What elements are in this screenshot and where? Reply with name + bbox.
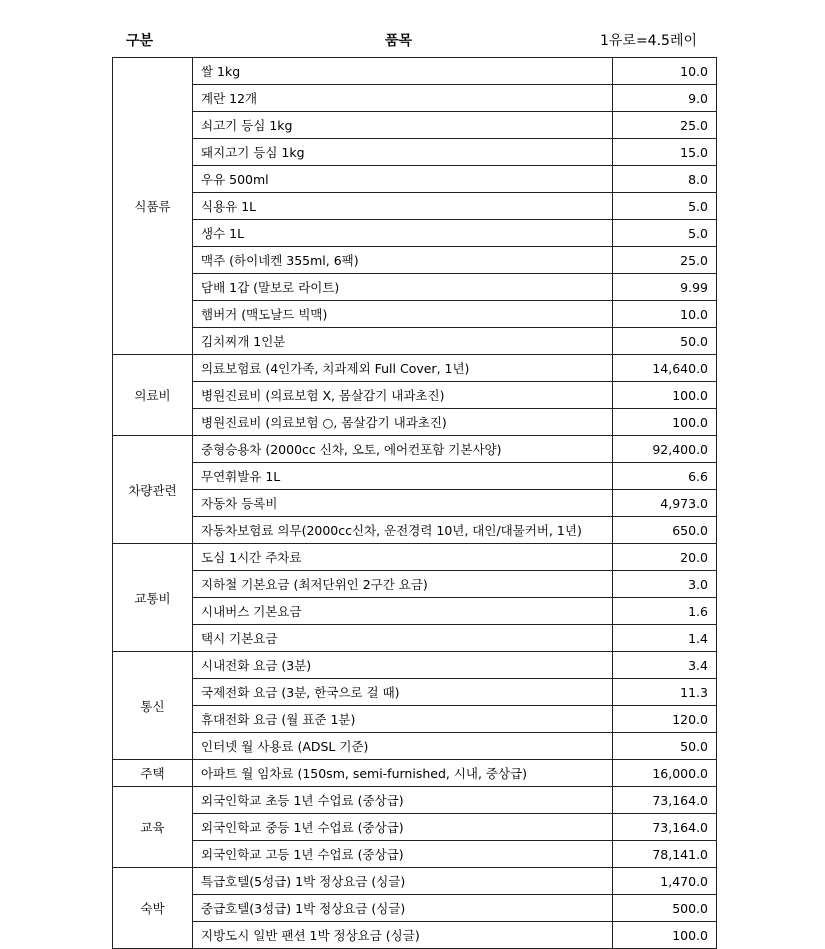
group-cell: 교통비 [113,544,193,652]
table-row [113,409,717,436]
table-row [113,598,717,625]
table-row [113,85,717,112]
item-cell: 병원진료비 (의료보험 ○, 몸살감기 내과초진) [193,409,613,436]
item-cell: 도심 1시간 주차료 [193,544,613,571]
price-cell: 11.3 [613,679,717,706]
item-cell: 시내전화 요금 (3분) [193,652,613,679]
item-cell: 자동차 등록비 [193,490,613,517]
price-cell: 9.99 [613,274,717,301]
table-row [113,58,717,85]
table-row [113,274,717,301]
item-cell: 무연휘발유 1L [193,463,613,490]
price-cell: 500.0 [613,895,717,922]
table-row [113,139,717,166]
table-row [113,787,717,814]
price-cell: 78,141.0 [613,841,717,868]
item-cell: 돼지고기 등심 1kg [193,139,613,166]
item-cell: 맥주 (하이네켄 355ml, 6팩) [193,247,613,274]
item-cell: 외국인학교 중등 1년 수업료 (중상급) [193,814,613,841]
table-header [0,0,825,49]
price-cell: 5.0 [613,193,717,220]
item-cell: 지하철 기본요금 (최저단위인 2구간 요금) [193,571,613,598]
item-cell: 중급호텔(3성급) 1박 정상요금 (싱글) [193,895,613,922]
price-cell: 1.4 [613,625,717,652]
price-cell: 6.6 [613,463,717,490]
price-cell: 9.0 [613,85,717,112]
price-cell: 73,164.0 [613,787,717,814]
item-cell: 국제전화 요금 (3분, 한국으로 걸 때) [193,679,613,706]
item-cell: 쌀 1kg [193,58,613,85]
item-cell: 외국인학교 초등 1년 수업료 (중상급) [193,787,613,814]
price-cell: 25.0 [613,112,717,139]
table-row [113,544,717,571]
price-cell: 14,640.0 [613,355,717,382]
price-cell: 100.0 [613,382,717,409]
price-cell: 3.4 [613,652,717,679]
price-cell: 20.0 [613,544,717,571]
table-row [113,463,717,490]
price-cell: 92,400.0 [613,436,717,463]
price-cell: 16,000.0 [613,760,717,787]
header-exchange-rate: 1유로=4.5레이 [600,33,697,49]
item-cell: 중형승용차 (2000cc 신차, 오토, 에어컨포함 기본사양) [193,436,613,463]
price-cell: 10.0 [613,58,717,85]
table-row [113,652,717,679]
item-cell: 담배 1갑 (말보로 라이트) [193,274,613,301]
item-cell: 계란 12개 [193,85,613,112]
item-cell: 식용유 1L [193,193,613,220]
table-row [113,328,717,355]
header-group-label: 구분 [126,33,154,49]
price-cell: 73,164.0 [613,814,717,841]
item-cell: 인터넷 월 사용료 (ADSL 기준) [193,733,613,760]
price-cell: 50.0 [613,328,717,355]
item-cell: 쇠고기 등심 1kg [193,112,613,139]
table-row [113,193,717,220]
table-row [113,922,717,949]
table-row [113,112,717,139]
price-table [112,57,717,949]
item-cell: 우유 500ml [193,166,613,193]
table-row [113,760,717,787]
table-row [113,841,717,868]
table-row [113,247,717,274]
table-row [113,166,717,193]
table-row [113,220,717,247]
item-cell: 햄버거 (맥도날드 빅맥) [193,301,613,328]
price-cell: 100.0 [613,922,717,949]
table-row [113,868,717,895]
price-cell: 25.0 [613,247,717,274]
table-row [113,679,717,706]
group-cell: 식품류 [113,58,193,355]
item-cell: 김치찌개 1인분 [193,328,613,355]
group-cell: 통신 [113,652,193,760]
table-row [113,490,717,517]
item-cell: 생수 1L [193,220,613,247]
price-cell: 650.0 [613,517,717,544]
item-cell: 택시 기본요금 [193,625,613,652]
table-row [113,301,717,328]
table-row [113,382,717,409]
item-cell: 외국인학교 고등 1년 수업료 (중상급) [193,841,613,868]
table-row [113,706,717,733]
price-cell: 15.0 [613,139,717,166]
item-cell: 지방도시 일반 팬션 1박 정상요금 (싱글) [193,922,613,949]
price-cell: 4,973.0 [613,490,717,517]
table-row [113,517,717,544]
price-cell: 1,470.0 [613,868,717,895]
table-row [113,355,717,382]
item-cell: 시내버스 기본요금 [193,598,613,625]
group-cell: 숙박 [113,868,193,949]
table-row [113,436,717,463]
price-cell: 8.0 [613,166,717,193]
table-row [113,625,717,652]
price-cell: 1.6 [613,598,717,625]
price-cell: 100.0 [613,409,717,436]
item-cell: 휴대전화 요금 (월 표준 1분) [193,706,613,733]
group-cell: 주택 [113,760,193,787]
item-cell: 자동차보험료 의무(2000cc신차, 운전경력 10년, 대인/대물커버, 1년) [193,517,613,544]
price-cell: 120.0 [613,706,717,733]
price-cell: 5.0 [613,220,717,247]
table-row [113,814,717,841]
table-row [113,733,717,760]
price-cell: 50.0 [613,733,717,760]
item-cell: 특급호텔(5성급) 1박 정상요금 (싱글) [193,868,613,895]
group-cell: 교육 [113,787,193,868]
item-cell: 병원진료비 (의료보험 X, 몸살감기 내과초진) [193,382,613,409]
header-item-label: 품목 [385,33,413,49]
price-cell: 10.0 [613,301,717,328]
price-cell: 3.0 [613,571,717,598]
item-cell: 아파트 월 임차료 (150sm, semi-furnished, 시내, 중상급) [193,760,613,787]
item-cell: 의료보험료 (4인가족, 치과제외 Full Cover, 1년) [193,355,613,382]
price-table-body [113,58,717,949]
table-row [113,571,717,598]
group-cell: 차량관련 [113,436,193,544]
table-row [113,895,717,922]
group-cell: 의료비 [113,355,193,436]
